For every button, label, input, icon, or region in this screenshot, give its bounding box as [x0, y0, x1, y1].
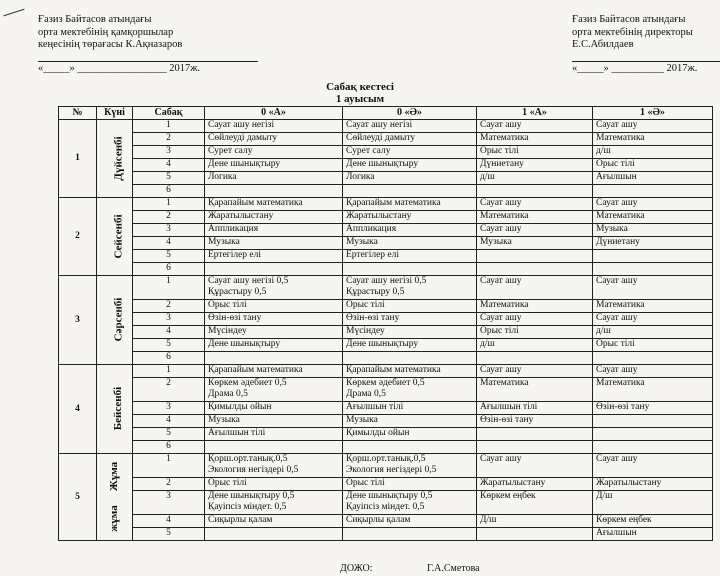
- table-row: [59, 237, 713, 250]
- day-number: 2: [59, 198, 97, 276]
- subject-line: Дене шынықтыру 0,5: [208, 491, 295, 501]
- table-row: [59, 402, 713, 415]
- subject-cell: Математика: [593, 211, 713, 224]
- subject-cell: Өзін-өзі тану: [205, 313, 343, 326]
- subject-cell: Сөйлеуді дамыту: [205, 133, 343, 146]
- subject-cell: Қарапайым математика: [205, 365, 343, 378]
- lesson-number: 3: [133, 224, 205, 237]
- subject-cell: Орыс тілі: [593, 339, 713, 352]
- lesson-number: 4: [133, 326, 205, 339]
- subject-cell: Математика: [477, 378, 593, 402]
- day-name-cell: [97, 198, 133, 276]
- day-name-cell: [97, 454, 133, 541]
- subject-cell: д/ш: [593, 326, 713, 339]
- table-row: [59, 185, 713, 198]
- subject-cell: Музыка: [205, 415, 343, 428]
- subject-line: Көркем әдебиет 0,5: [208, 378, 287, 388]
- subject-cell: Ағылшын: [593, 172, 713, 185]
- lesson-number: 5: [133, 428, 205, 441]
- subject-cell: [343, 454, 477, 478]
- subject-cell: Орыс тілі: [477, 146, 593, 159]
- subject-cell: Қимылды ойын: [205, 402, 343, 415]
- subject-cell: Музыка: [343, 415, 477, 428]
- subject-cell: Математика: [477, 300, 593, 313]
- subject-cell: Сауат ашу: [477, 120, 593, 133]
- subject-cell: [593, 185, 713, 198]
- header-class-1ae: 1 «Ә»: [593, 107, 713, 120]
- subject-cell: Сауат ашу: [593, 198, 713, 211]
- table-row: [59, 211, 713, 224]
- subject-cell: Орыс тілі: [343, 300, 477, 313]
- right-line3: Е.С.Абилдаев: [572, 39, 634, 50]
- subject-cell: Мүсіндеу: [343, 326, 477, 339]
- subject-cell: Орыс тілі: [343, 478, 477, 491]
- table-row: [59, 441, 713, 454]
- page-title: Сабақ кестесі: [326, 81, 394, 93]
- subject-cell: [205, 263, 343, 276]
- subject-line: Драма 0,5: [208, 389, 248, 399]
- header-class-0ae: 0 «Ә»: [343, 107, 477, 120]
- lesson-number: 2: [133, 133, 205, 146]
- table-row: [59, 250, 713, 263]
- lesson-number: 5: [133, 250, 205, 263]
- table-header-row: [59, 107, 713, 120]
- table-row: [59, 276, 713, 300]
- subject-cell: Аппликация: [343, 224, 477, 237]
- subject-cell: [343, 352, 477, 365]
- subject-line: Қауіпсіз міндет. 0,5: [208, 502, 287, 512]
- lesson-number: 2: [133, 300, 205, 313]
- subject-cell: Көркем еңбек: [477, 491, 593, 515]
- subject-cell: Қарапайым математика: [205, 198, 343, 211]
- lesson-number: 4: [133, 515, 205, 528]
- subject-cell: Логика: [343, 172, 477, 185]
- subject-cell: [343, 528, 477, 541]
- header-class-0a: 0 «А»: [205, 107, 343, 120]
- day-number: 1: [59, 120, 97, 198]
- subject-cell: [205, 528, 343, 541]
- subject-cell: д/ш: [477, 172, 593, 185]
- subject-line: Қауіпсіз міндет. 0,5: [346, 502, 425, 512]
- subject-cell: Ағылшын тілі: [205, 428, 343, 441]
- day-name: Жұма: [107, 461, 120, 491]
- table-row: [59, 528, 713, 541]
- lesson-number: 2: [133, 478, 205, 491]
- subject-line: Драма 0,5: [346, 389, 386, 399]
- subject-cell: Сиқырлы қалам: [343, 515, 477, 528]
- table-row: [59, 159, 713, 172]
- subject-cell: [205, 276, 343, 300]
- subject-cell: Мүсіндеу: [205, 326, 343, 339]
- subject-cell: Өзін-өзі тану: [343, 313, 477, 326]
- subject-cell: Жаратылыстану: [593, 478, 713, 491]
- lesson-number: 4: [133, 159, 205, 172]
- subject-cell: Математика: [593, 133, 713, 146]
- subject-cell: [205, 185, 343, 198]
- lesson-number: 3: [133, 313, 205, 326]
- subject-cell: Сурет салу: [343, 146, 477, 159]
- subject-cell: д/ш: [593, 146, 713, 159]
- subject-cell: Қарапайым математика: [343, 365, 477, 378]
- subject-cell: [477, 263, 593, 276]
- lesson-number: 6: [133, 185, 205, 198]
- subject-cell: Қарапайым математика: [343, 198, 477, 211]
- subject-cell: Сөйлеуді дамыту: [343, 133, 477, 146]
- subject-cell: Математика: [477, 133, 593, 146]
- subject-cell: [343, 276, 477, 300]
- subject-cell: [205, 491, 343, 515]
- subject-cell: Өзін-өзі тану: [477, 415, 593, 428]
- table-row: [59, 263, 713, 276]
- schedule-table: [58, 106, 713, 541]
- subject-cell: [205, 441, 343, 454]
- lesson-number: 2: [133, 211, 205, 224]
- subject-cell: Өзін-өзі тану: [593, 402, 713, 415]
- lesson-number: 1: [133, 198, 205, 211]
- header-lesson: Сабақ: [133, 107, 205, 120]
- approval-block-left: [38, 14, 258, 75]
- header-num: №: [59, 107, 97, 120]
- header-day: Күні: [97, 107, 133, 120]
- subject-cell: Ертегілер елі: [205, 250, 343, 263]
- pen-mark: [3, 9, 24, 17]
- subject-cell: Қимылды ойын: [343, 428, 477, 441]
- subject-cell: Математика: [477, 211, 593, 224]
- subject-line: Экология негіздері 0,5: [346, 465, 437, 475]
- subject-cell: Сауат ашу: [593, 276, 713, 300]
- table-row: [59, 133, 713, 146]
- day-name-cell: [97, 276, 133, 365]
- subject-cell: Жаратылыстану: [477, 478, 593, 491]
- subject-cell: Сауат ашу: [593, 454, 713, 478]
- table-row: [59, 415, 713, 428]
- subject-cell: Дене шынықтыру: [205, 339, 343, 352]
- table-row: [59, 428, 713, 441]
- subject-cell: Орыс тілі: [477, 326, 593, 339]
- footer-label: ДОЖО:: [340, 563, 373, 574]
- lesson-number: 6: [133, 441, 205, 454]
- lesson-number: 4: [133, 237, 205, 250]
- table-row: [59, 146, 713, 159]
- subject-cell: Музыка: [343, 237, 477, 250]
- subject-cell: Дүниетану: [593, 237, 713, 250]
- approval-block-right: [572, 14, 720, 75]
- subject-cell: Орыс тілі: [205, 478, 343, 491]
- subject-cell: Аппликация: [205, 224, 343, 237]
- table-row: [59, 313, 713, 326]
- subject-line: Құрастыру 0,5: [346, 287, 405, 297]
- day-name: Сейсенбі: [112, 213, 125, 259]
- left-date: «_____» _________________ 2017ж.: [38, 62, 201, 74]
- subject-cell: Жаратылыстану: [343, 211, 477, 224]
- subject-cell: Сауат ашу: [477, 198, 593, 211]
- left-line3: кеңесінің төрағасы К.Ақназаров: [38, 39, 183, 50]
- subject-line: Сауат ашу негізі 0,5: [208, 276, 289, 286]
- subject-cell: [477, 441, 593, 454]
- subject-cell: [477, 250, 593, 263]
- table-row: [59, 352, 713, 365]
- subject-cell: Сауат ашу: [477, 365, 593, 378]
- lesson-number: 6: [133, 352, 205, 365]
- table-row: [59, 120, 713, 133]
- subject-cell: Сауат ашу: [477, 454, 593, 478]
- subject-cell: [477, 352, 593, 365]
- subject-cell: Д/ш: [593, 491, 713, 515]
- table-row: [59, 478, 713, 491]
- subject-cell: Дене шынықтыру: [343, 339, 477, 352]
- subject-cell: Сауат ашу: [593, 120, 713, 133]
- page-subtitle: 1 ауысым: [335, 93, 385, 105]
- day-name: Сәрсенбі: [112, 297, 125, 342]
- subject-cell: Ертегілер елі: [343, 250, 477, 263]
- day-number: 3: [59, 276, 97, 365]
- subject-cell: [593, 263, 713, 276]
- subject-cell: [205, 352, 343, 365]
- table-row: [59, 515, 713, 528]
- subject-line: Экология негіздері 0,5: [208, 465, 299, 475]
- subject-cell: Музыка: [593, 224, 713, 237]
- right-date: «_____» __________ 2017ж.: [572, 62, 698, 74]
- subject-cell: д/ш: [477, 339, 593, 352]
- subject-cell: [593, 250, 713, 263]
- subject-cell: [343, 491, 477, 515]
- subject-line: Қорш.орт.танық.0,5: [208, 454, 288, 464]
- subject-line: Көркем әдебиет 0,5: [346, 378, 425, 388]
- subject-cell: Сауат ашу: [477, 276, 593, 300]
- day-name: Дүйсенбі: [112, 135, 125, 181]
- table-row: [59, 198, 713, 211]
- subject-line: Сауат ашу негізі 0,5: [346, 276, 427, 286]
- day-number: 4: [59, 365, 97, 454]
- subject-cell: Жаратылыстану: [205, 211, 343, 224]
- lesson-number: 3: [133, 146, 205, 159]
- lesson-number: 5: [133, 339, 205, 352]
- subject-cell: [343, 441, 477, 454]
- subject-cell: Музыка: [477, 237, 593, 250]
- subject-cell: Орыс тілі: [593, 159, 713, 172]
- lesson-number: 3: [133, 491, 205, 515]
- subject-cell: [593, 441, 713, 454]
- lesson-number: 6: [133, 263, 205, 276]
- subject-cell: [477, 428, 593, 441]
- right-line1: Ғазиз Байтасов атындағы: [572, 14, 686, 25]
- subject-cell: Сауат ашу: [477, 224, 593, 237]
- subject-cell: Ағылшын тілі: [477, 402, 593, 415]
- day-name-secondary: жұма: [108, 504, 120, 532]
- subject-line: Қорш.орт.танық.0,5: [346, 454, 426, 464]
- subject-cell: Сиқырлы қалам: [205, 515, 343, 528]
- day-number: 5: [59, 454, 97, 541]
- lesson-number: 2: [133, 378, 205, 402]
- subject-cell: Математика: [593, 378, 713, 402]
- subject-cell: Музыка: [205, 237, 343, 250]
- day-name-cell: [97, 120, 133, 198]
- subject-cell: [205, 378, 343, 402]
- subject-cell: Орыс тілі: [205, 300, 343, 313]
- lesson-number: 1: [133, 120, 205, 133]
- subject-cell: Математика: [593, 300, 713, 313]
- lesson-number: 5: [133, 172, 205, 185]
- table-row: [59, 365, 713, 378]
- table-row: [59, 491, 713, 515]
- subject-cell: Дене шынықтыру: [343, 159, 477, 172]
- table-row: [59, 172, 713, 185]
- subject-cell: Д/ш: [477, 515, 593, 528]
- subject-cell: Ағылшын: [593, 528, 713, 541]
- subject-cell: Сауат ашу: [593, 313, 713, 326]
- right-signature-line: [572, 52, 720, 62]
- footer: [340, 563, 532, 574]
- subject-cell: Дене шынықтыру: [205, 159, 343, 172]
- table-row: [59, 300, 713, 313]
- subject-cell: [343, 185, 477, 198]
- subject-cell: [477, 185, 593, 198]
- day-name-cell: [97, 365, 133, 454]
- table-row: [59, 454, 713, 478]
- table-row: [59, 224, 713, 237]
- subject-cell: [593, 415, 713, 428]
- lesson-number: 4: [133, 415, 205, 428]
- subject-cell: Сауат ашу негізі: [205, 120, 343, 133]
- lesson-number: 5: [133, 528, 205, 541]
- subject-cell: [477, 528, 593, 541]
- subject-cell: [593, 428, 713, 441]
- subject-cell: [343, 263, 477, 276]
- right-line2: орта мектебінің директоры: [572, 26, 693, 38]
- subject-cell: [593, 352, 713, 365]
- subject-cell: Дүниетану: [477, 159, 593, 172]
- subject-line: Дене шынықтыру 0,5: [346, 491, 433, 501]
- subject-cell: Сауат ашу: [477, 313, 593, 326]
- subject-cell: Сауат ашу негізі: [343, 120, 477, 133]
- lesson-number: 3: [133, 402, 205, 415]
- left-line1: Ғазиз Байтасов атындағы: [38, 14, 152, 25]
- lesson-number: 1: [133, 454, 205, 478]
- header-class-1a: 1 «А»: [477, 107, 593, 120]
- table-row: [59, 326, 713, 339]
- subject-cell: Логика: [205, 172, 343, 185]
- lesson-number: 1: [133, 365, 205, 378]
- lesson-number: 1: [133, 276, 205, 300]
- subject-cell: Көркем еңбек: [593, 515, 713, 528]
- left-line2: орта мектебінің қамқоршылар: [38, 26, 174, 38]
- subject-cell: Сауат ашу: [593, 365, 713, 378]
- subject-cell: Ағылшын тілі: [343, 402, 477, 415]
- subject-cell: [343, 378, 477, 402]
- footer-name: Г.А.Сметова: [427, 563, 480, 574]
- subject-line: Құрастыру 0,5: [208, 287, 267, 297]
- document-title-block: [0, 81, 720, 105]
- table-row: [59, 378, 713, 402]
- subject-cell: Сурет салу: [205, 146, 343, 159]
- table-row: [59, 339, 713, 352]
- day-name: Бейсенбі: [112, 386, 125, 431]
- left-signature-line: [38, 52, 258, 62]
- subject-cell: [205, 454, 343, 478]
